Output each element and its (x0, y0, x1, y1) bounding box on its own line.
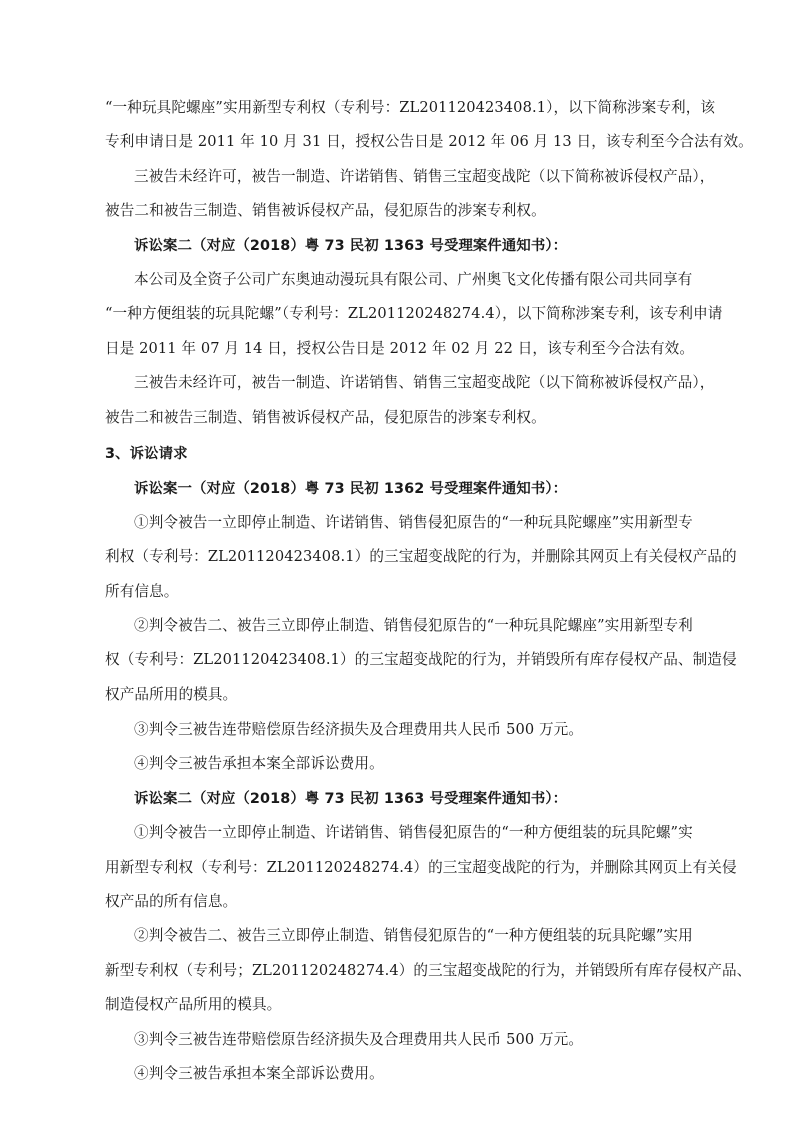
case2-claims-heading: 诉讼案二（对应（2018）粤 73 民初 1363 号受理案件通知书）： (134, 791, 568, 807)
case2-facts-heading: 诉讼案二（对应（2018）粤 73 民初 1363 号受理案件通知书）： (134, 238, 568, 254)
case2-claim1-line-1: ①判令被告一立即停止制造、许诺销售、销售侵犯原告的“一种方便组装的玩具陀螺”实 (134, 824, 693, 841)
case1-claim3: ③判令三被告连带赔偿原告经济损失及合理费用共人民币 500 万元。 (134, 721, 584, 738)
case1-claim2-line-1: ②判令被告二、被告三立即停止制造、销售侵犯原告的“一种玩具陀螺座”实用新型专利 (134, 617, 693, 634)
case2-claim3: ③判令三被告连带赔偿原告经济损失及合理费用共人民币 500 万元。 (134, 1031, 584, 1048)
case1-claim2-line-3: 权产品所用的模具。 (105, 686, 238, 703)
case2-claim1-line-3: 权产品的所有信息。 (105, 893, 238, 910)
section3-heading: 3、诉讼请求 (105, 446, 188, 462)
case2-claim1-line-2: 用新型专利权（专利号：ZL201120248274.4）的三宝超变战陀的行为，并删除其网页上有关侵 (105, 859, 737, 876)
case2-fact-line-3: 日是 2011 年 07 月 14 日，授权公告日是 2012 年 02 月 22 日，该专利至今合法有效。 (105, 340, 695, 357)
case1-fact-line-1: “一种玩具陀螺座”实用新型专利权（专利号：ZL201120423408.1），以下简称涉案专利，该 (105, 99, 716, 116)
case1-claim1-line-1: ①判令被告一立即停止制造、许诺销售、销售侵犯原告的“一种玩具陀螺座”实用新型专 (134, 514, 693, 531)
case2-claim2-line-2: 新型专利权（专利号；ZL201120248274.4）的三宝超变战陀的行为，并销毁所有库存侵权产品、 (105, 962, 752, 979)
case1-fact-line-4: 被告二和被告三制造、销售被诉侵权产品，侵犯原告的涉案专利权。 (105, 202, 546, 219)
case1-claims-heading: 诉讼案一（对应（2018）粤 73 民初 1362 号受理案件通知书）： (134, 481, 568, 497)
case2-claim4: ④判令三被告承担本案全部诉讼费用。 (134, 1065, 384, 1082)
case2-fact-line-1: 本公司及全资子公司广东奥迪动漫玩具有限公司、广州奥飞文化传播有限公司共同享有 (134, 271, 693, 288)
case1-fact-line-3: 三被告未经许可，被告一制造、许诺销售、销售三宝超变战陀（以下简称被诉侵权产品）， (134, 168, 715, 185)
case1-claim2-line-2: 权（专利号：ZL201120423408.1）的三宝超变战陀的行为，并销毁所有库存侵权产品、制造侵 (105, 651, 737, 668)
case1-claim4: ④判令三被告承担本案全部诉讼费用。 (134, 755, 384, 772)
case1-fact-line-2: 专利申请日是 2011 年 10 月 31 日，授权公告日是 2012 年 06 月 13 日，该专利至今合法有效。 (105, 133, 753, 150)
case2-fact-line-4: 三被告未经许可，被告一制造、许诺销售、销售三宝超变战陀（以下简称被诉侵权产品）， (134, 374, 715, 391)
case1-claim1-line-3: 所有信息。 (105, 583, 179, 600)
case2-fact-line-2: “一种方便组装的玩具陀螺”（专利号：ZL201120248274.4），以下简称涉案专利，该专利申请 (105, 305, 723, 322)
case2-fact-line-5: 被告二和被告三制造、销售被诉侵权产品，侵犯原告的涉案专利权。 (105, 409, 546, 426)
case2-claim2-line-1: ②判令被告二、被告三立即停止制造、销售侵犯原告的“一种方便组装的玩具陀螺”实用 (134, 927, 693, 944)
case1-claim1-line-2: 利权（专利号：ZL201120423408.1）的三宝超变战陀的行为，并删除其网页上有关侵权产品的 (105, 548, 737, 565)
case2-claim2-line-3: 制造侵权产品所用的模具。 (105, 996, 282, 1013)
